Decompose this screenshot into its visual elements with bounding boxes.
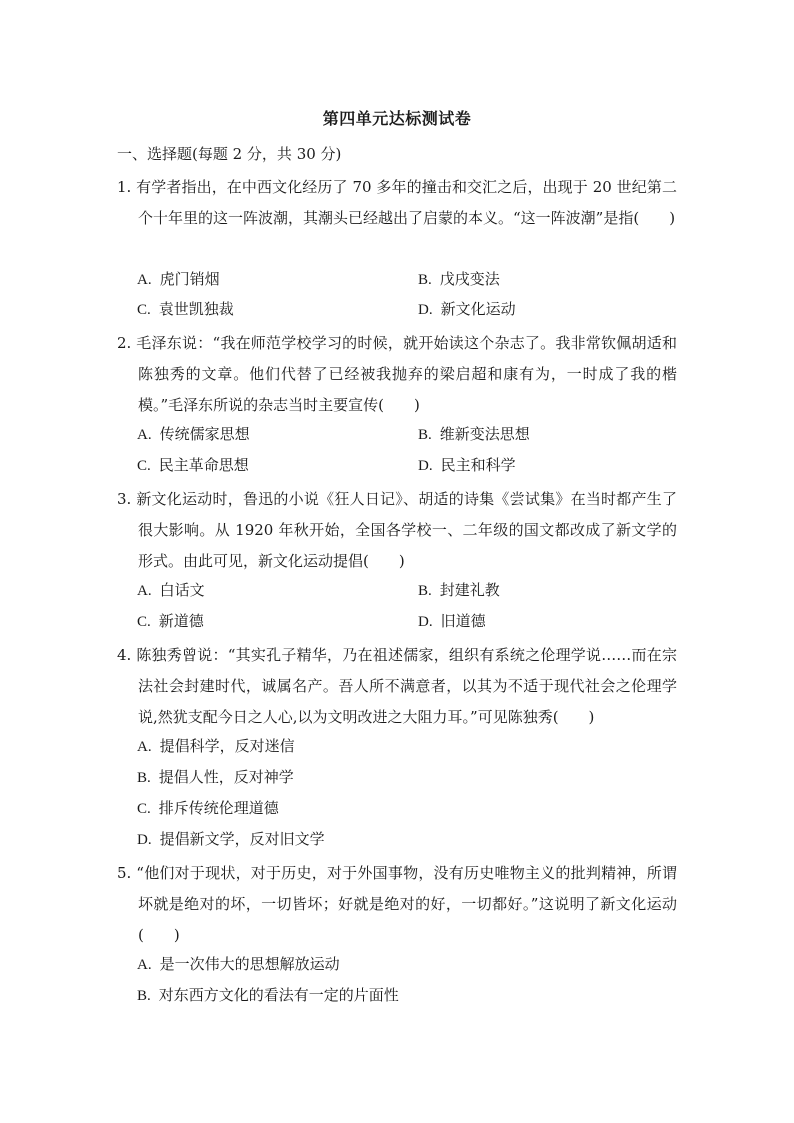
option-text: 维新变法思想 — [439, 425, 530, 443]
option-letter: B. — [137, 770, 151, 786]
option-letter: C. — [137, 458, 151, 474]
option-letter: A. — [137, 427, 152, 443]
option-b[interactable] — [418, 269, 500, 290]
option-c[interactable] — [137, 299, 234, 320]
option-a[interactable] — [137, 736, 295, 757]
option-text: 戊戌变法 — [439, 270, 500, 288]
option-letter: A. — [137, 739, 152, 755]
option-letter: B. — [137, 988, 151, 1004]
option-c[interactable] — [137, 611, 204, 632]
option-a[interactable] — [137, 269, 220, 290]
option-letter: D. — [137, 832, 152, 848]
option-text: 是一次伟大的思想解放运动 — [159, 955, 340, 973]
option-letter: A. — [137, 272, 152, 288]
option-text: 封建礼教 — [439, 581, 500, 599]
page-title: 第四单元达标测试卷 — [322, 109, 472, 128]
question-stem: 2. 毛泽东说：“我在师范学校学习的时候，就开始读这个杂志了。我非常钦佩胡适和陈独秀的文章。他们代替了已经被我抛弃的梁启超和康有为，一时成了我的楷模。”毛泽东所说的杂志当时主要宣传( ) — [117, 334, 677, 414]
option-letter: C. — [137, 801, 151, 817]
option-letter: A. — [137, 583, 152, 599]
option-letter: B. — [418, 583, 432, 599]
option-letter: C. — [137, 614, 151, 630]
option-letter: D. — [418, 458, 433, 474]
question-stem: 4. 陈独秀曾说：“其实孔子精华，乃在祖述儒家，组织有系统之伦理学说……而在宗法社会封建时代，诚属名产。吾人所不满意者，以其为不适于现代社会之伦理学说,然犹支配今日之人心,以为文明改进之大阻力耳。”可见陈独秀( ) — [117, 646, 677, 726]
option-letter: A. — [137, 957, 152, 973]
option-d[interactable] — [418, 611, 486, 632]
option-d[interactable] — [418, 455, 516, 476]
question-stem: 5. “他们对于现状，对于历史，对于外国事物，没有历史唯物主义的批判精神，所谓坏就是绝对的坏，一切皆坏；好就是绝对的好，一切都好。”这说明了新文化运动( ) — [117, 864, 677, 944]
question-2 — [117, 328, 677, 421]
option-text: 传统儒家思想 — [159, 425, 250, 443]
option-c[interactable] — [137, 798, 279, 819]
option-text: 旧道德 — [440, 612, 486, 630]
option-text: 提倡人性，反对神学 — [158, 768, 294, 786]
option-a[interactable] — [137, 954, 340, 975]
option-text: 民主革命思想 — [158, 456, 249, 474]
option-letter: D. — [418, 302, 433, 318]
question-5 — [117, 858, 677, 951]
section-heading: 一、选择题(每题 2 分，共 30 分) — [117, 145, 342, 163]
option-text: 虎门销烟 — [159, 270, 220, 288]
option-letter: B. — [418, 427, 432, 443]
option-letter: C. — [137, 302, 151, 318]
option-text: 新道德 — [158, 612, 204, 630]
question-stem: 3. 新文化运动时，鲁迅的小说《狂人日记》、胡适的诗集《尝试集》在当时都产生了很大影响。从 1920 年秋开始，全国各学校一、二年级的国文都改成了新文学的形式。由此可见，新文化运动提倡( ) — [117, 490, 677, 570]
option-b[interactable] — [418, 424, 530, 445]
question-stem: 1. 有学者指出，在中西文化经历了 70 多年的撞击和交汇之后，出现于 20 世纪第二个十年里的这一阵波潮，其潮头已经越出了启蒙的本义。“这一阵波潮”是指( ) — [117, 178, 677, 227]
option-a[interactable] — [137, 424, 250, 445]
option-text: 新文化运动 — [440, 300, 516, 318]
option-c[interactable] — [137, 455, 249, 476]
option-b[interactable] — [418, 580, 500, 601]
option-letter: B. — [418, 272, 432, 288]
option-text: 排斥传统伦理道德 — [158, 799, 279, 817]
question-4 — [117, 640, 677, 733]
question-3 — [117, 484, 677, 577]
option-b[interactable] — [137, 985, 399, 1006]
option-text: 对东西方文化的看法有一定的片面性 — [158, 986, 399, 1004]
option-letter: D. — [418, 614, 433, 630]
option-text: 白话文 — [159, 581, 205, 599]
option-d[interactable] — [137, 829, 325, 850]
option-text: 袁世凯独裁 — [158, 300, 234, 318]
option-text: 提倡科学，反对迷信 — [159, 737, 295, 755]
option-a[interactable] — [137, 580, 205, 601]
question-1 — [117, 172, 677, 234]
option-text: 民主和科学 — [440, 456, 516, 474]
option-d[interactable] — [418, 299, 516, 320]
option-text: 提倡新文学，反对旧文学 — [159, 830, 325, 848]
option-b[interactable] — [137, 767, 294, 788]
